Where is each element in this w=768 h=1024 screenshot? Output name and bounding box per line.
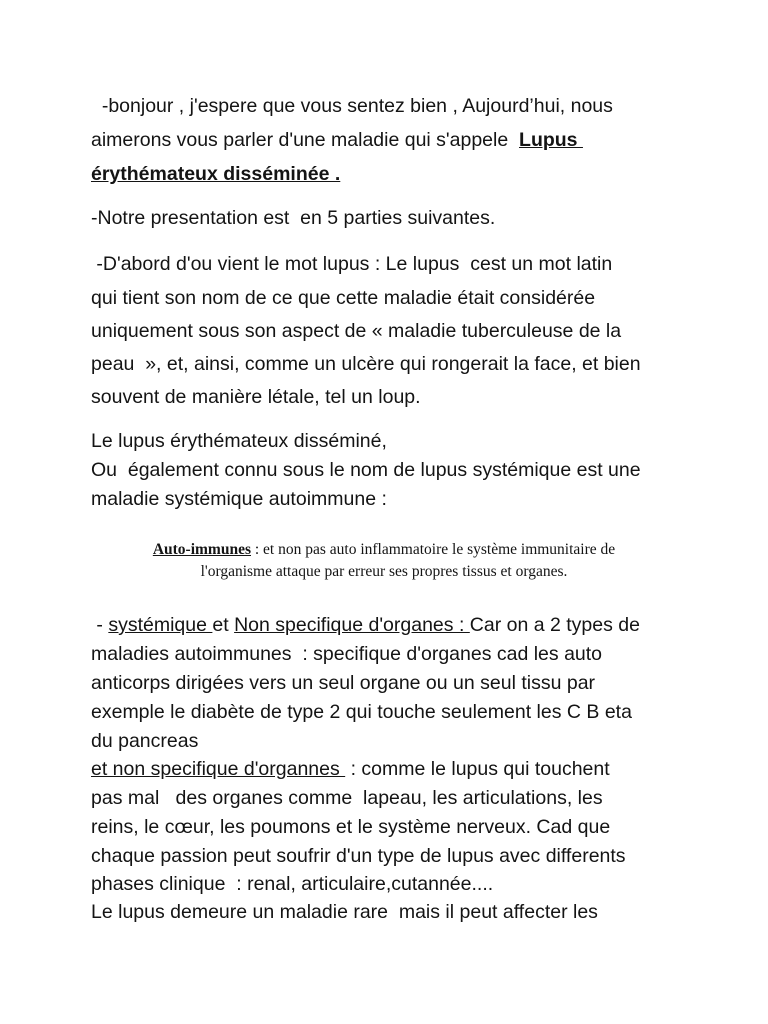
- caption-line-1-text: : et non pas auto inflammatoire le système immunitaire de: [251, 541, 616, 558]
- non-specific-term: Non specifique d'organes :: [234, 614, 470, 636]
- lupus-term: Lupus: [519, 129, 583, 151]
- types-line-1: [91, 614, 640, 637]
- intro-line-3: érythémateux disséminée .: [91, 163, 341, 185]
- types-line-1-end: Car on a 2 types de: [469, 614, 640, 636]
- types-line-7: pas mal des organes comme lapeau, les articulations, les: [91, 787, 603, 809]
- types-line-6-text: : comme le lupus qui touchent: [345, 758, 610, 780]
- origin-line-4: peau », et, ainsi, comme un ulcère qui rongerait la face, et bien: [91, 353, 641, 375]
- types-line-2: maladies autoimmunes : specifique d'organes cad les auto: [91, 643, 603, 665]
- types-line-10: phases clinique : renal, articulaire,cutannée....: [91, 873, 494, 895]
- caption-term: Auto-immunes: [152, 541, 251, 558]
- types-line-9: chaque passion peut soufrir d'un type de lupus avec differents: [91, 845, 626, 867]
- origin-line-2: qui tient son nom de ce que cette maladie était considérée: [91, 287, 596, 309]
- types-line-3: anticorps dirigées vers un seul organe ou un seul tissu par: [91, 672, 596, 694]
- definition-line-3: maladie systémique autoimmune :: [91, 488, 387, 510]
- caption-line-1: [0, 541, 768, 559]
- types-line-5: du pancreas: [91, 730, 199, 752]
- intro-line-2-text: aimerons vous parler d'une maladie qui s'appele: [91, 129, 520, 151]
- types-line-1-mid: et: [212, 614, 235, 636]
- intro-line-2: [91, 129, 583, 152]
- origin-line-3: uniquement sous son aspect de « maladie tuberculeuse de la: [91, 320, 622, 342]
- non-specific-organs-term: et non specifique d'organnes: [91, 758, 346, 780]
- systemic-term: systémique: [108, 614, 213, 636]
- origin-line-5: souvent de manière létale, tel un loup.: [91, 386, 421, 408]
- definition-line-1: Le lupus érythémateux disséminé,: [91, 430, 387, 452]
- types-line-8: reins, le cœur, les poumons et le système nerveux. Cad que: [91, 816, 611, 838]
- presentation-line: -Notre presentation est en 5 parties suivantes.: [91, 207, 496, 229]
- origin-line-1: -D'abord d'ou vient le mot lupus : Le lupus cest un mot latin: [91, 253, 613, 275]
- definition-line-2: Ou également connu sous le nom de lupus systémique est une: [91, 459, 641, 481]
- types-line-6: [91, 758, 610, 781]
- types-line-4: exemple le diabète de type 2 qui touche seulement les C B eta: [91, 701, 632, 723]
- types-line-1-dash: -: [91, 614, 109, 636]
- types-line-11: Le lupus demeure un maladie rare mais il peut affecter les: [91, 901, 598, 923]
- caption-line-2: l'organisme attaque par erreur ses propres tissus et organes.: [200, 563, 568, 580]
- intro-line-1: -bonjour , j'espere que vous sentez bien , Aujourd’hui, nous: [91, 95, 613, 117]
